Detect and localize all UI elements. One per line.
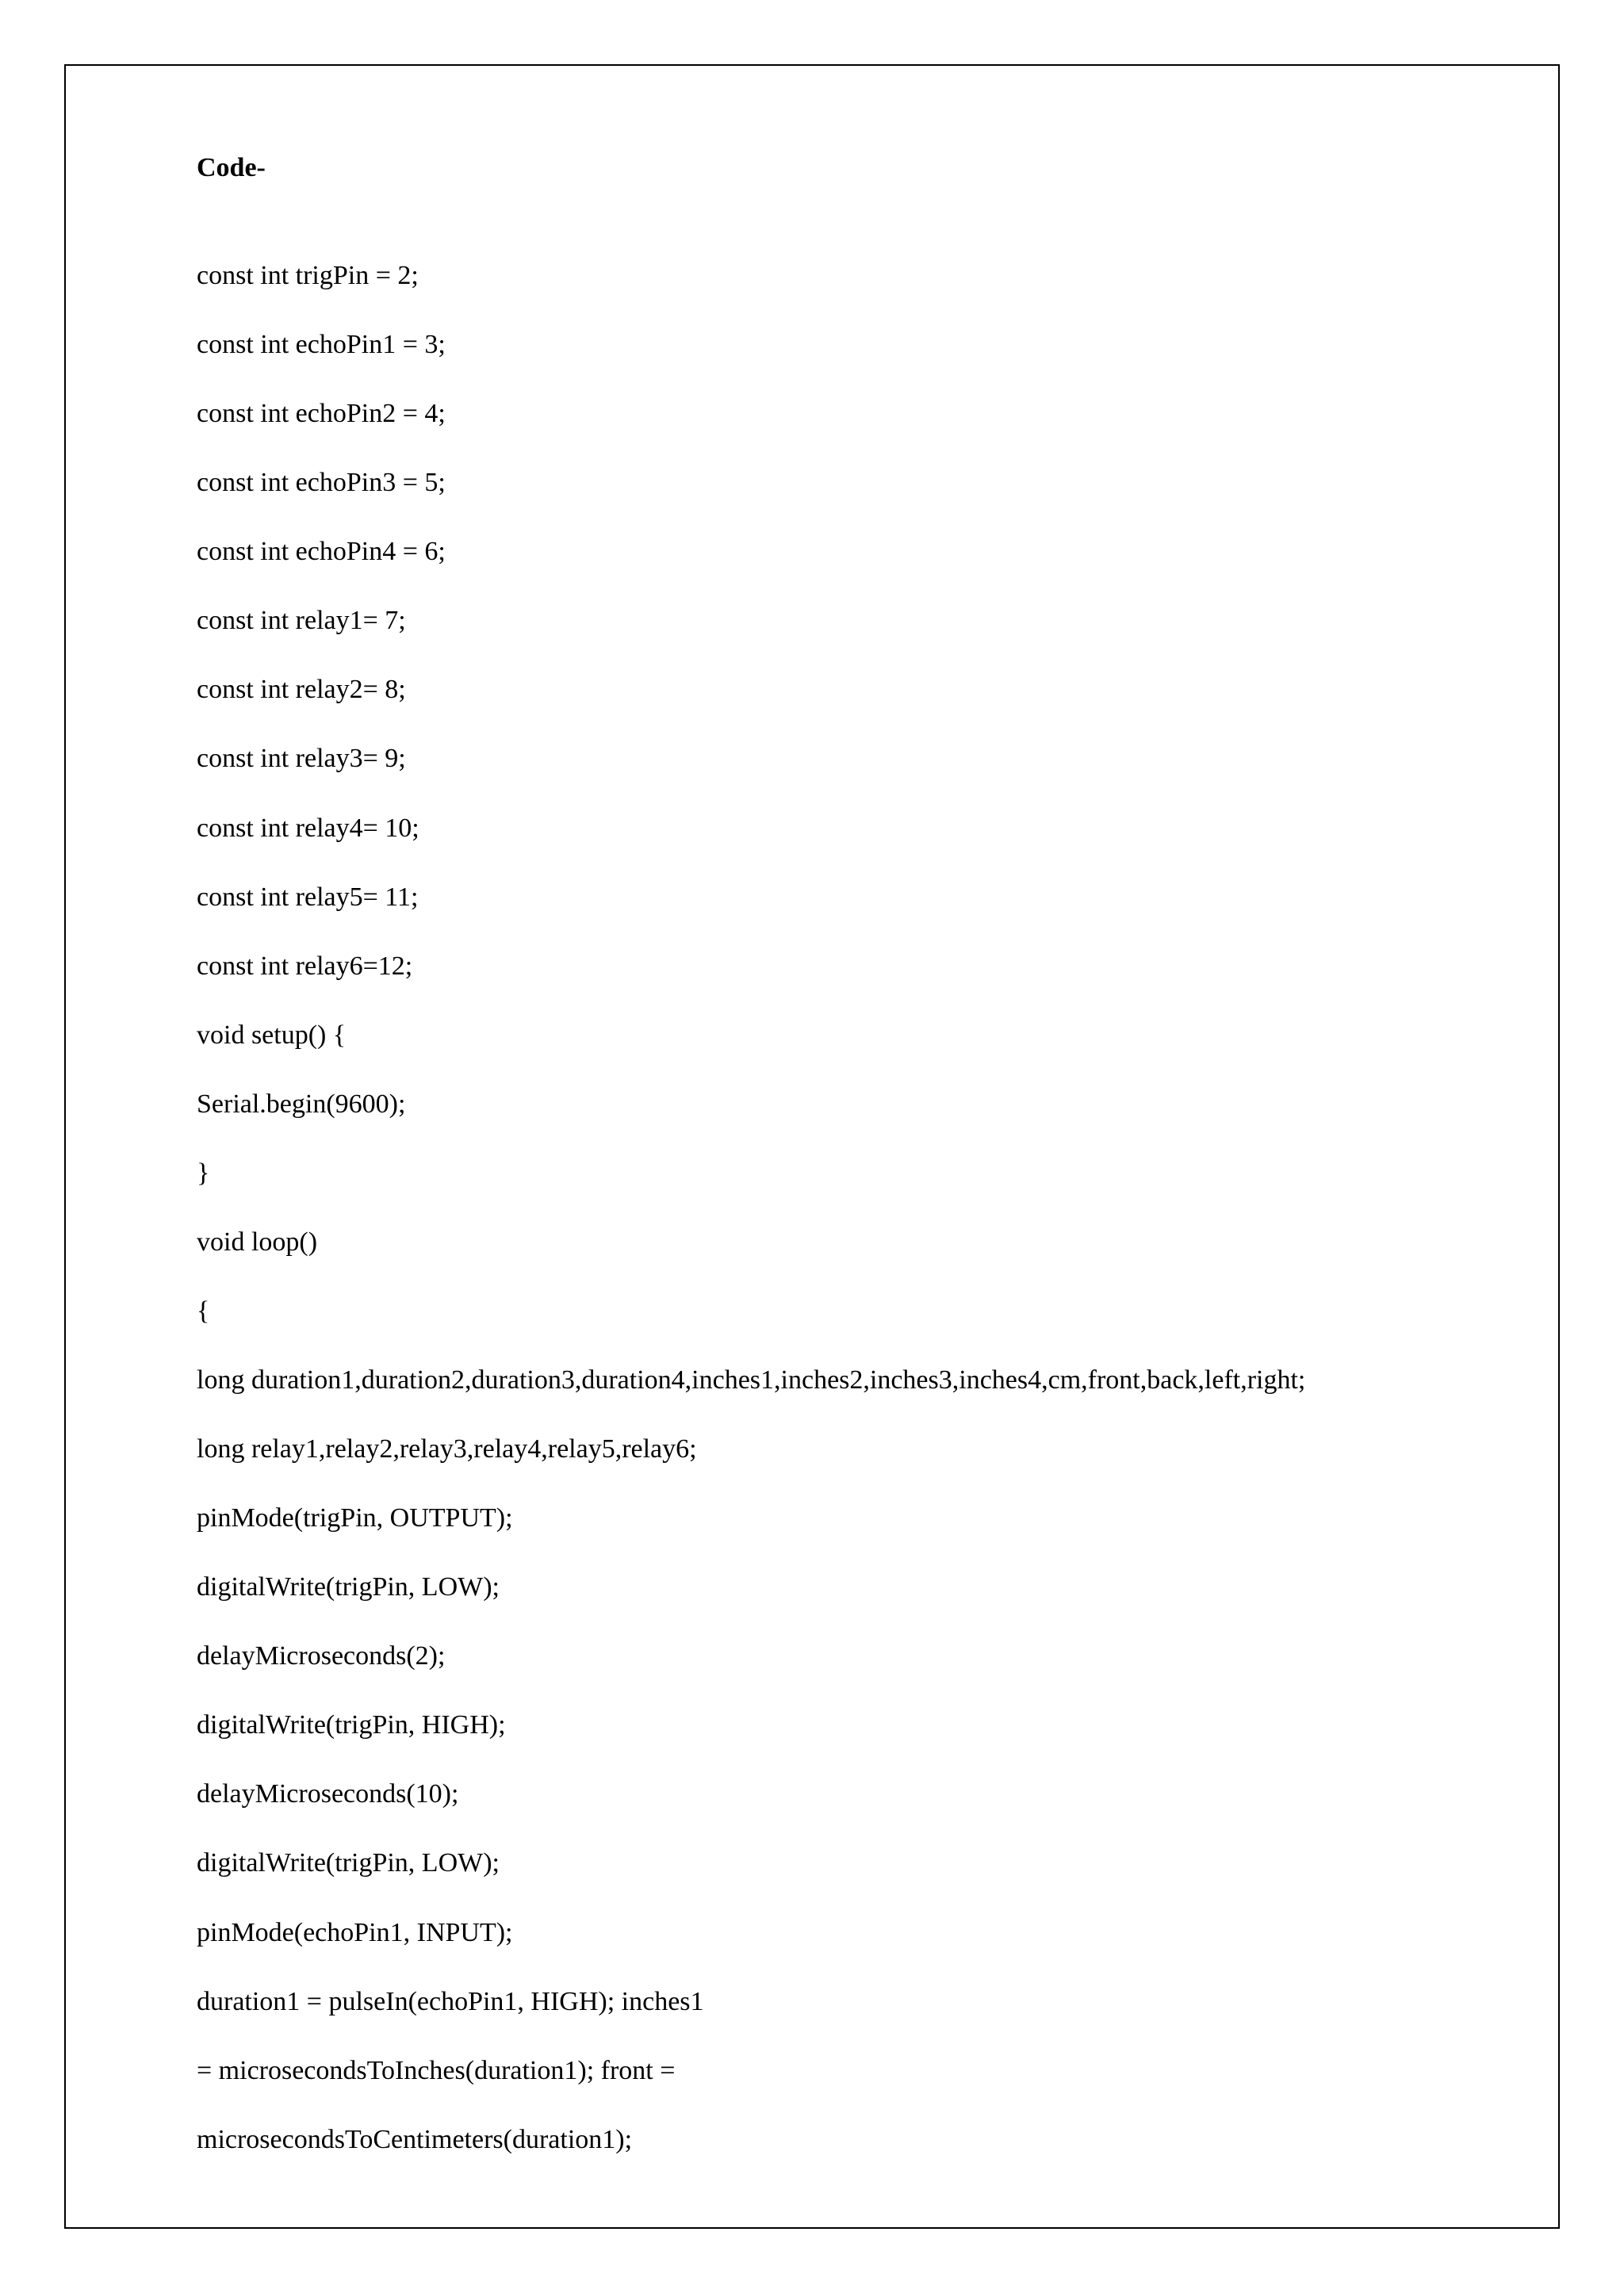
code-line: digitalWrite(trigPin, LOW); <box>197 1848 500 1878</box>
code-line: Serial.begin(9600); <box>197 1089 406 1119</box>
code-line: const int echoPin1 = 3; <box>197 330 446 360</box>
code-line: delayMicroseconds(2); <box>197 1641 446 1671</box>
code-line: { <box>197 1296 210 1326</box>
code-line: const int echoPin2 = 4; <box>197 399 446 429</box>
code-line: digitalWrite(trigPin, HIGH); <box>197 1710 506 1740</box>
code-line: long relay1,relay2,relay3,relay4,relay5,relay6; <box>197 1434 697 1464</box>
code-line: const int relay1= 7; <box>197 606 406 636</box>
code-listing <box>197 257 1305 2190</box>
code-line: void loop() <box>197 1227 318 1257</box>
code-line: const int echoPin3 = 5; <box>197 468 446 498</box>
code-line: void setup() { <box>197 1020 347 1050</box>
code-line: const int relay5= 11; <box>197 882 419 912</box>
code-line: const int relay3= 9; <box>197 744 406 774</box>
code-line: const int relay2= 8; <box>197 675 406 705</box>
code-line: = microsecondsToInches(duration1); front = <box>197 2055 676 2085</box>
code-line: } <box>197 1158 210 1188</box>
code-line: digitalWrite(trigPin, LOW); <box>197 1572 500 1602</box>
code-line: microsecondsToCentimeters(duration1); <box>197 2124 633 2154</box>
code-line: duration1 = pulseIn(echoPin1, HIGH); inches1 <box>197 1986 704 2016</box>
code-line: pinMode(trigPin, OUTPUT); <box>197 1503 513 1533</box>
code-line: const int relay6=12; <box>197 951 413 981</box>
code-line: const int echoPin4 = 6; <box>197 537 446 567</box>
code-line: const int trigPin = 2; <box>197 261 419 290</box>
code-line: long duration1,duration2,duration3,duration4,inches1,inches2,inches3,inches4,cm,front,back,left,right; <box>197 1365 1306 1395</box>
code-line: pinMode(echoPin1, INPUT); <box>197 1917 513 1947</box>
page-heading: Code- <box>197 153 266 182</box>
code-line: delayMicroseconds(10); <box>197 1779 459 1809</box>
code-line: const int relay4= 10; <box>197 813 419 843</box>
